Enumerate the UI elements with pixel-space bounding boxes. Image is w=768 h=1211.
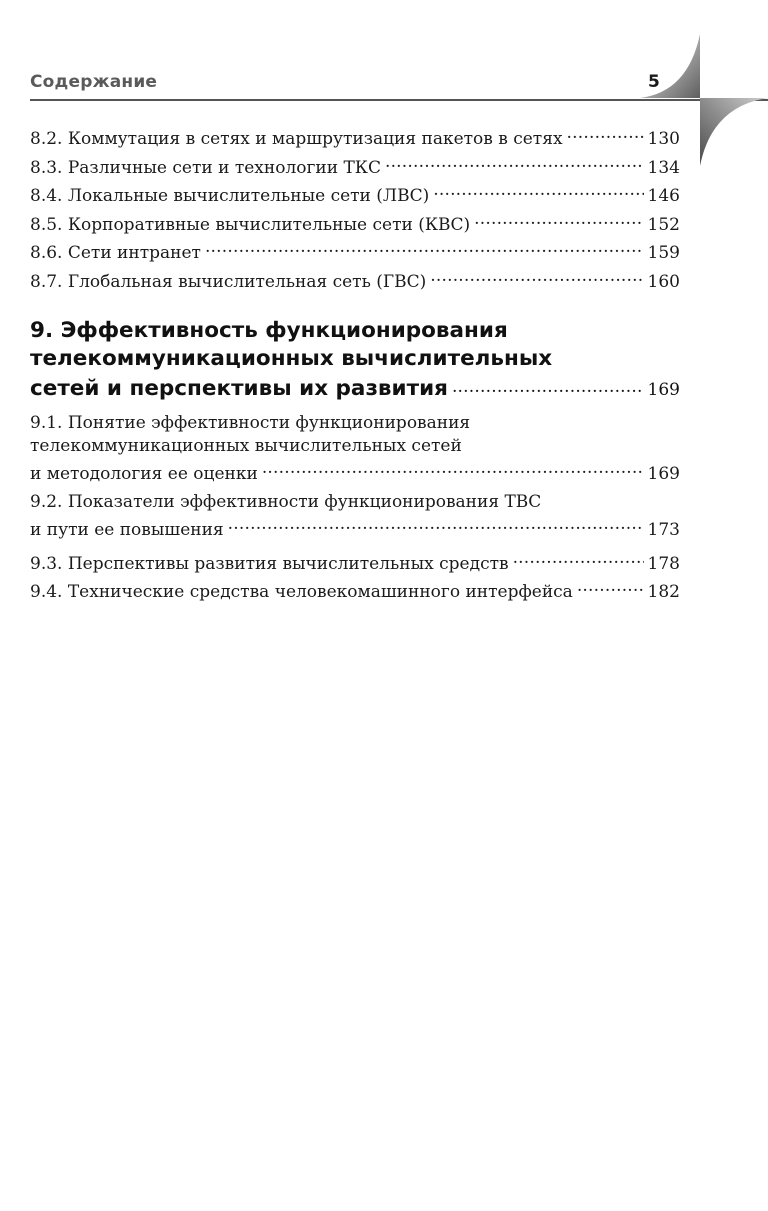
- dot-leader: [513, 547, 644, 569]
- toc-entry-title: 8.6. Сети интранет: [30, 243, 201, 264]
- chapter-title-line-3: сетей и перспективы их развития: [30, 376, 448, 401]
- chapter-title-line-1: 9. Эффективность функционирования: [30, 318, 508, 343]
- toc-entry-title: 8.3. Различные сети и технологии ТКС: [30, 157, 381, 178]
- toc-entry-8-6[interactable]: [30, 236, 680, 265]
- toc-entry-page: 160: [647, 271, 680, 292]
- toc-entry-line-2: телекоммуникационных вычислительных сетей: [30, 435, 462, 456]
- chapter-title-line-2: телекоммуникационных вычислительных: [30, 346, 553, 371]
- toc-entry-page: 134: [647, 157, 680, 178]
- dot-leader: [567, 122, 644, 144]
- toc-entry-9-4[interactable]: [30, 575, 680, 604]
- toc-entry-line-1: 9.1. Понятие эффективности функционирования: [30, 413, 471, 433]
- toc-entry-page: 169: [647, 464, 680, 484]
- dot-leader: [452, 373, 644, 395]
- toc-entry-line-2: и пути ее повышения: [30, 520, 224, 540]
- toc-entry-title: 8.2. Коммутация в сетях и маршрутизация пакетов в сетях: [30, 129, 563, 149]
- toc-entry-page: 159: [647, 243, 680, 264]
- toc-entry-page: 178: [647, 553, 680, 574]
- dot-leader: [433, 179, 643, 201]
- toc-entry-9-2[interactable]: [30, 491, 680, 542]
- running-head: Содержание: [30, 72, 158, 92]
- toc-section-9: [30, 412, 680, 604]
- toc-entry-8-7[interactable]: [30, 265, 680, 294]
- dot-leader: [577, 575, 644, 597]
- page-number: 5: [648, 72, 660, 92]
- toc-entry-8-4[interactable]: [30, 179, 680, 208]
- toc-entry-title: 8.4. Локальные вычислительные сети (ЛВС): [30, 186, 430, 207]
- toc-entry-title: 8.7. Глобальная вычислительная сеть (ГВС): [30, 271, 427, 292]
- toc-entry-page: 146: [647, 186, 680, 207]
- dot-leader: [385, 151, 644, 173]
- toc-entry-line-3: и методология ее оценки: [30, 464, 258, 484]
- toc-chapter-9[interactable]: [30, 317, 680, 404]
- dot-leader: [474, 208, 643, 230]
- toc-entry-page: 130: [647, 129, 680, 149]
- dot-leader: [262, 457, 644, 479]
- toc-entry-line-1: 9.2. Показатели эффективности функционирования ТВС: [30, 491, 542, 512]
- dot-leader: [228, 513, 644, 535]
- toc-entry-page: 152: [647, 214, 680, 235]
- toc-entry-8-3[interactable]: [30, 151, 680, 180]
- toc-entry-9-3[interactable]: [30, 547, 680, 576]
- toc-entry-8-2[interactable]: [30, 122, 680, 151]
- toc-entry-page: 182: [647, 582, 680, 603]
- toc-entry-8-5[interactable]: [30, 208, 680, 237]
- toc-entry-title: 8.5. Корпоративные вычислительные сети (КВС): [30, 214, 471, 235]
- dot-leader: [430, 265, 643, 287]
- toc-entry-9-1[interactable]: [30, 412, 680, 486]
- toc-entry-title: 9.4. Технические средства человекомашинного интерфейса: [30, 582, 573, 603]
- toc-entry-title: 9.3. Перспективы развития вычислительных средств: [30, 553, 509, 574]
- chapter-page: 169: [647, 380, 680, 400]
- toc-section-8: [30, 122, 680, 294]
- toc-entry-page: 173: [647, 520, 680, 540]
- dot-leader: [205, 236, 644, 258]
